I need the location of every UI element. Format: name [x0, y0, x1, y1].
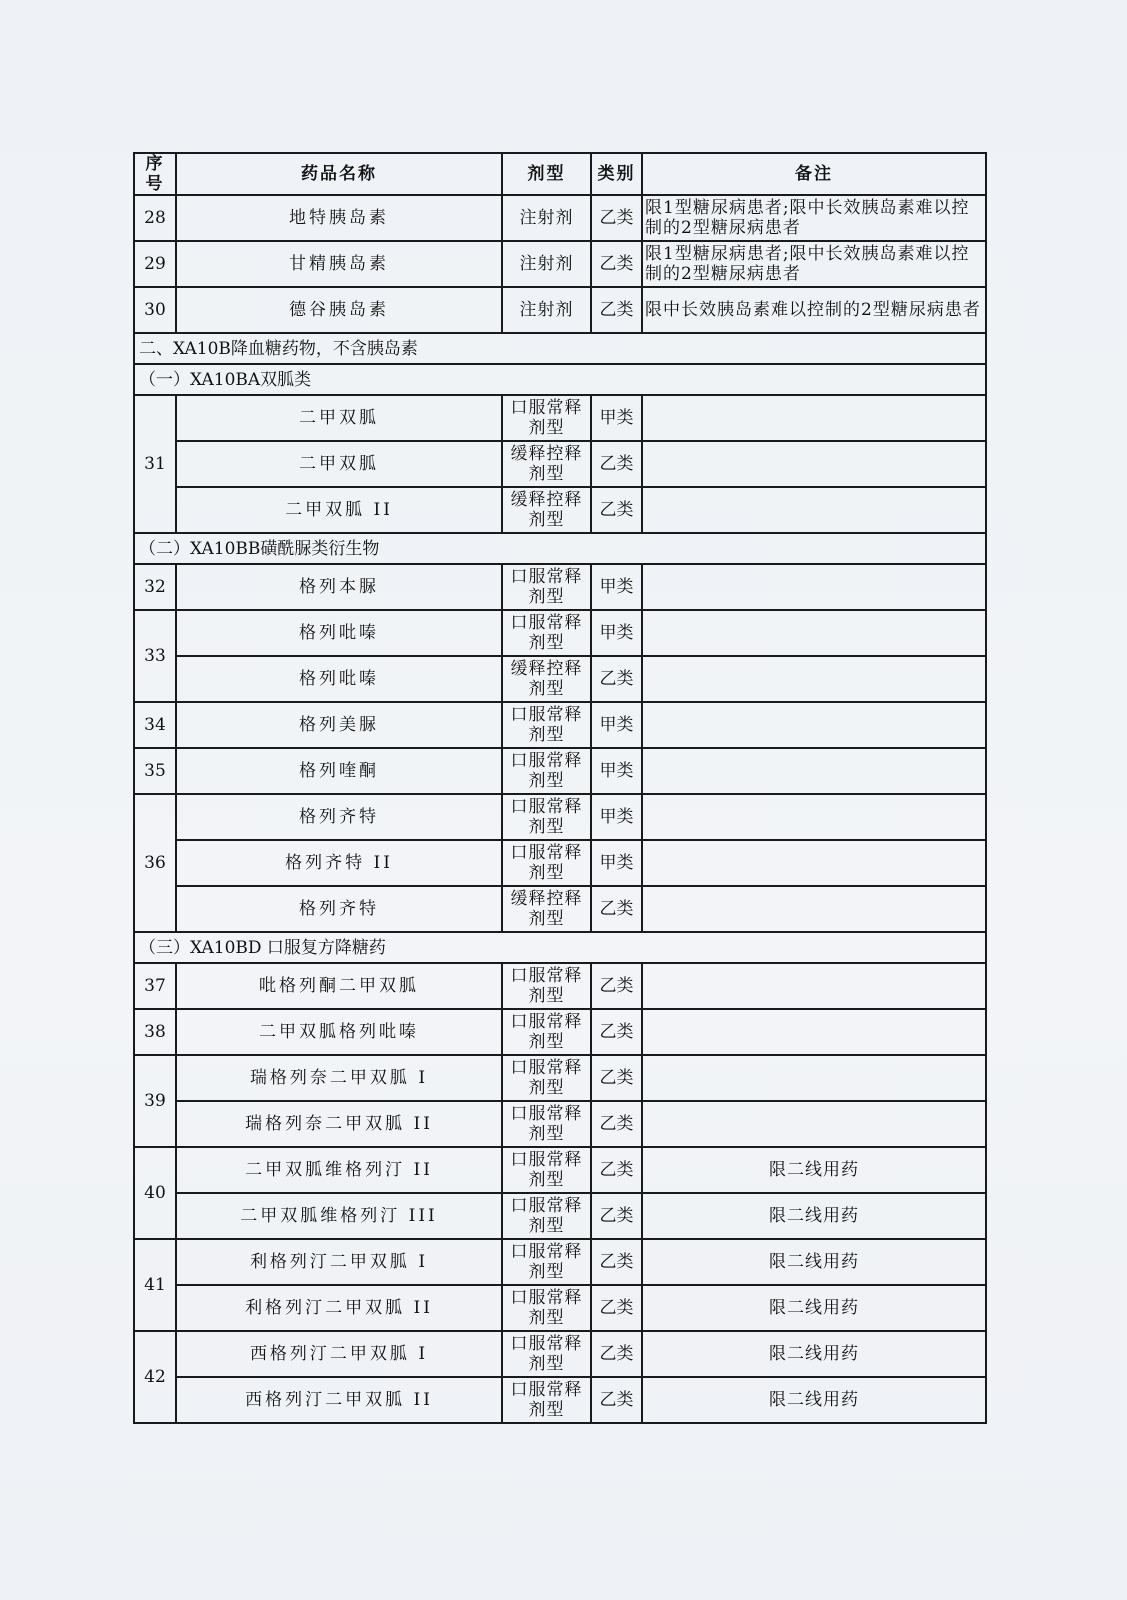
row-number: 29 [134, 241, 176, 287]
dosage-form: 口服常释剂型 [502, 963, 591, 1009]
header-no: 序号 [134, 153, 176, 195]
drug-name: 格列吡嗪 [176, 656, 502, 702]
category: 乙类 [591, 1055, 642, 1101]
row-number: 38 [134, 1009, 176, 1055]
table-row [134, 886, 986, 932]
table-row [134, 441, 986, 487]
dosage-form: 口服常释剂型 [502, 1009, 591, 1055]
section-header-row [134, 533, 986, 564]
dosage-form: 缓释控释剂型 [502, 441, 591, 487]
remarks: 限二线用药 [642, 1331, 986, 1377]
dosage-form: 口服常释剂型 [502, 564, 591, 610]
table-row [134, 1193, 986, 1239]
dosage-form: 口服常释剂型 [502, 610, 591, 656]
drug-name: 二甲双胍 [176, 441, 502, 487]
drug-name: 格列齐特 II [176, 840, 502, 886]
category: 乙类 [591, 656, 642, 702]
table-row [134, 241, 986, 287]
category: 乙类 [591, 1193, 642, 1239]
row-number: 33 [134, 610, 176, 702]
section-header-row [134, 364, 986, 395]
remarks [642, 886, 986, 932]
table-row [134, 195, 986, 241]
category: 乙类 [591, 1009, 642, 1055]
category: 乙类 [591, 441, 642, 487]
remarks: 限二线用药 [642, 1285, 986, 1331]
remarks [642, 794, 986, 840]
table-row [134, 1055, 986, 1101]
header-dosage-form: 剂型 [502, 153, 591, 195]
drug-name: 地特胰岛素 [176, 195, 502, 241]
table-row [134, 1285, 986, 1331]
remarks: 限中长效胰岛素难以控制的2型糖尿病患者 [642, 287, 986, 333]
section-title: 二、XA10B降血糖药物，不含胰岛素 [134, 333, 986, 364]
drug-name: 格列喹酮 [176, 748, 502, 794]
row-number: 34 [134, 702, 176, 748]
remarks [642, 702, 986, 748]
remarks [642, 656, 986, 702]
category: 乙类 [591, 241, 642, 287]
remarks [642, 564, 986, 610]
category: 甲类 [591, 748, 642, 794]
drug-name: 格列美脲 [176, 702, 502, 748]
drug-name: 瑞格列奈二甲双胍 II [176, 1101, 502, 1147]
row-number: 40 [134, 1147, 176, 1239]
category: 甲类 [591, 395, 642, 441]
dosage-form: 注射剂 [502, 241, 591, 287]
category: 乙类 [591, 886, 642, 932]
remarks: 限二线用药 [642, 1239, 986, 1285]
row-number: 39 [134, 1055, 176, 1147]
drug-name: 二甲双胍格列吡嗪 [176, 1009, 502, 1055]
row-number: 32 [134, 564, 176, 610]
drug-name: 利格列汀二甲双胍 II [176, 1285, 502, 1331]
section-header-row [134, 333, 986, 364]
drug-name: 西格列汀二甲双胍 II [176, 1377, 502, 1423]
table-row [134, 1239, 986, 1285]
table-row [134, 702, 986, 748]
table-row [134, 794, 986, 840]
remarks [642, 963, 986, 1009]
dosage-form: 口服常释剂型 [502, 840, 591, 886]
row-number: 30 [134, 287, 176, 333]
row-number: 41 [134, 1239, 176, 1331]
remarks [642, 748, 986, 794]
remarks [642, 1009, 986, 1055]
dosage-form: 口服常释剂型 [502, 1331, 591, 1377]
category: 乙类 [591, 1239, 642, 1285]
remarks [642, 610, 986, 656]
drug-list-table [133, 152, 987, 1424]
remarks [642, 487, 986, 533]
remarks [642, 441, 986, 487]
category: 乙类 [591, 1147, 642, 1193]
dosage-form: 口服常释剂型 [502, 1193, 591, 1239]
drug-name: 格列齐特 [176, 886, 502, 932]
category: 乙类 [591, 1377, 642, 1423]
dosage-form: 缓释控释剂型 [502, 886, 591, 932]
remarks: 限1型糖尿病患者;限中长效胰岛素难以控制的2型糖尿病患者 [642, 195, 986, 241]
category: 乙类 [591, 487, 642, 533]
category: 乙类 [591, 963, 642, 1009]
table-row [134, 1377, 986, 1423]
dosage-form: 口服常释剂型 [502, 1101, 591, 1147]
table-row [134, 487, 986, 533]
row-number: 42 [134, 1331, 176, 1423]
remarks: 限1型糖尿病患者;限中长效胰岛素难以控制的2型糖尿病患者 [642, 241, 986, 287]
header-drug-name: 药品名称 [176, 153, 502, 195]
drug-name: 瑞格列奈二甲双胍 I [176, 1055, 502, 1101]
row-number: 35 [134, 748, 176, 794]
drug-name: 格列吡嗪 [176, 610, 502, 656]
header-remarks: 备注 [642, 153, 986, 195]
table-row [134, 840, 986, 886]
dosage-form: 口服常释剂型 [502, 1377, 591, 1423]
category: 甲类 [591, 702, 642, 748]
table-row [134, 287, 986, 333]
drug-name: 二甲双胍 II [176, 487, 502, 533]
dosage-form: 口服常释剂型 [502, 794, 591, 840]
remarks: 限二线用药 [642, 1193, 986, 1239]
dosage-form: 口服常释剂型 [502, 1239, 591, 1285]
remarks [642, 395, 986, 441]
dosage-form: 缓释控释剂型 [502, 487, 591, 533]
category: 甲类 [591, 794, 642, 840]
table-row [134, 1101, 986, 1147]
drug-name: 利格列汀二甲双胍 I [176, 1239, 502, 1285]
table-row [134, 656, 986, 702]
category: 甲类 [591, 610, 642, 656]
drug-name: 西格列汀二甲双胍 I [176, 1331, 502, 1377]
row-number: 28 [134, 195, 176, 241]
section-title: （一）XA10BA双胍类 [134, 364, 986, 395]
table-header-row [134, 153, 986, 195]
drug-name: 二甲双胍维格列汀 III [176, 1193, 502, 1239]
table-row [134, 610, 986, 656]
row-number: 31 [134, 395, 176, 533]
dosage-form: 口服常释剂型 [502, 748, 591, 794]
remarks [642, 840, 986, 886]
dosage-form: 口服常释剂型 [502, 395, 591, 441]
category: 乙类 [591, 1331, 642, 1377]
table-row [134, 748, 986, 794]
table-row [134, 1009, 986, 1055]
section-header-row [134, 932, 986, 963]
drug-name: 格列齐特 [176, 794, 502, 840]
drug-name: 德谷胰岛素 [176, 287, 502, 333]
drug-name: 格列本脲 [176, 564, 502, 610]
dosage-form: 口服常释剂型 [502, 1055, 591, 1101]
dosage-form: 口服常释剂型 [502, 702, 591, 748]
drug-name: 二甲双胍维格列汀 II [176, 1147, 502, 1193]
remarks [642, 1055, 986, 1101]
drug-name: 吡格列酮二甲双胍 [176, 963, 502, 1009]
category: 乙类 [591, 1101, 642, 1147]
section-title: （二）XA10BB磺酰脲类衍生物 [134, 533, 986, 564]
remarks: 限二线用药 [642, 1377, 986, 1423]
remarks: 限二线用药 [642, 1147, 986, 1193]
category: 乙类 [591, 287, 642, 333]
category: 甲类 [591, 564, 642, 610]
header-category: 类别 [591, 153, 642, 195]
remarks [642, 1101, 986, 1147]
table-row [134, 963, 986, 1009]
dosage-form: 口服常释剂型 [502, 1285, 591, 1331]
table-row [134, 564, 986, 610]
row-number: 37 [134, 963, 176, 1009]
table-row [134, 1331, 986, 1377]
drug-name: 甘精胰岛素 [176, 241, 502, 287]
category: 乙类 [591, 195, 642, 241]
dosage-form: 注射剂 [502, 287, 591, 333]
category: 甲类 [591, 840, 642, 886]
drug-name: 二甲双胍 [176, 395, 502, 441]
table-row [134, 395, 986, 441]
section-title: （三）XA10BD 口服复方降糖药 [134, 932, 986, 963]
category: 乙类 [591, 1285, 642, 1331]
dosage-form: 口服常释剂型 [502, 1147, 591, 1193]
dosage-form: 缓释控释剂型 [502, 656, 591, 702]
dosage-form: 注射剂 [502, 195, 591, 241]
table-row [134, 1147, 986, 1193]
row-number: 36 [134, 794, 176, 932]
